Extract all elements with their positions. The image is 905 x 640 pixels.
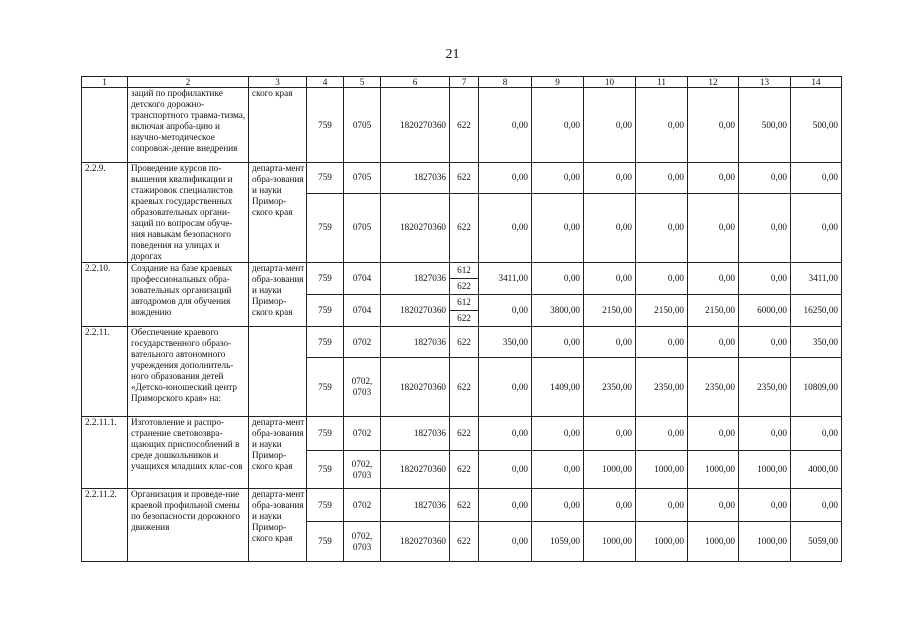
item-description: Проведение курсов по-вышения квалификации и стажировок специалистов краевых государственных образовательных органи-заций по вопросам обуче-ния навыкам безопасного поведения на улицах и дорогах [128,163,249,263]
cell-c14: 0,00 [791,489,842,522]
item-executor: департа-мент обра-зования и науки Примор-ского края [249,417,307,489]
cell-c12: 1000,00 [688,522,739,562]
cell-c4: 759 [307,522,344,562]
cell-c13: 6000,00 [739,295,791,327]
cell-c8: 0,00 [479,489,532,522]
item-number: 2.2.11.1. [82,417,128,489]
cell-c9: 0,00 [532,193,584,262]
cell-c7-value: 622 [450,310,478,326]
cell-c10: 0,00 [584,88,636,163]
cell-c14: 10809,00 [791,358,842,417]
cell-c13: 0,00 [739,163,791,194]
item-executor: департа-мент обра-зования и науки Примор-ского края [249,163,307,263]
table-row [82,163,842,194]
cell-c13: 1000,00 [739,451,791,489]
cell-c9: 0,00 [532,451,584,489]
item-description: заций по профилактике детского дорожно-транспортного травма-тизма, включая апроба-цию и научно-методическое сопровож-дение внедрения [128,88,249,163]
cell-c9: 0,00 [532,489,584,522]
cell-c5: 0702, 0703 [344,358,381,417]
cell-c8: 0,00 [479,193,532,262]
cell-c5: 0702 [344,489,381,522]
cell-c4: 759 [307,295,344,327]
cell-c12: 1000,00 [688,451,739,489]
header-cell: 4 [307,77,344,88]
cell-c12: 2350,00 [688,358,739,417]
cell-c13: 0,00 [739,193,791,262]
cell-c13: 500,00 [739,88,791,163]
cell-c8: 3411,00 [479,263,532,295]
cell-c6: 1827036 [381,263,450,295]
cell-c14: 16250,00 [791,295,842,327]
cell-c8: 0,00 [479,417,532,451]
cell-c13: 2350,00 [739,358,791,417]
cell-c6: 1820270360 [381,451,450,489]
cell-c12: 0,00 [688,193,739,262]
cell-c12: 0,00 [688,417,739,451]
cell-c10: 0,00 [584,193,636,262]
item-number: 2.2.10. [82,263,128,327]
header-cell: 11 [636,77,688,88]
item-executor: ского края [249,88,307,163]
cell-c6: 1820270360 [381,522,450,562]
cell-c6: 1827036 [381,163,450,194]
cell-c11: 2350,00 [636,358,688,417]
item-number: 2.2.9. [82,163,128,263]
cell-c11: 0,00 [636,163,688,194]
table-row [82,263,842,295]
cell-c8: 0,00 [479,522,532,562]
cell-c12: 0,00 [688,163,739,194]
cell-c14: 0,00 [791,417,842,451]
cell-c10: 1000,00 [584,522,636,562]
cell-c4: 759 [307,358,344,417]
cell-c5: 0704 [344,295,381,327]
cell-c14: 350,00 [791,327,842,358]
cell-c7-value: 612 [457,265,471,275]
cell-c7: 622 [450,163,479,194]
cell-c7: 622 [450,358,479,417]
cell-c12: 0,00 [688,263,739,295]
cell-c11: 0,00 [636,88,688,163]
item-description: Обеспечение краевого государственного образо-вательного автономного учреждения дополнитель-ного образования детей «Детско-юношеский центр Приморского края» на: [128,327,249,417]
cell-c7: 622 [450,88,479,163]
cell-c5: 0705 [344,193,381,262]
cell-c13: 0,00 [739,489,791,522]
budget-table [81,76,842,562]
item-executor: департа-мент обра-зования и науки Примор-ского края [249,263,307,327]
cell-c14: 500,00 [791,88,842,163]
item-description: Создание на базе краевых профессиональных обра-зовательных организаций автодромов для обучения вождению [128,263,249,327]
header-cell: 3 [249,77,307,88]
cell-c14: 5059,00 [791,522,842,562]
cell-c4: 759 [307,193,344,262]
cell-c7: 622 [450,327,479,358]
header-cell: 13 [739,77,791,88]
cell-c7: 622 [450,489,479,522]
cell-c9: 0,00 [532,88,584,163]
cell-c11: 0,00 [636,489,688,522]
cell-c10: 0,00 [584,327,636,358]
cell-c7: 622 [450,451,479,489]
cell-c8: 0,00 [479,163,532,194]
cell-c10: 0,00 [584,489,636,522]
cell-c5: 0702 [344,327,381,358]
cell-c4: 759 [307,327,344,358]
cell-c8: 0,00 [479,88,532,163]
cell-c8: 0,00 [479,295,532,327]
cell-c4: 759 [307,417,344,451]
cell-c14: 3411,00 [791,263,842,295]
table-row [82,489,842,522]
cell-c13: 0,00 [739,327,791,358]
cell-c5: 0705 [344,88,381,163]
cell-c6: 1827036 [381,417,450,451]
cell-c12: 0,00 [688,327,739,358]
cell-c9: 1409,00 [532,358,584,417]
cell-c6: 1820270360 [381,358,450,417]
cell-c10: 0,00 [584,417,636,451]
cell-c11: 0,00 [636,193,688,262]
cell-c7-split [450,295,479,327]
cell-c5: 0702, 0703 [344,451,381,489]
cell-c7-split [450,263,479,295]
page-number: 21 [445,47,460,62]
column-number-row [82,77,842,88]
cell-c7: 622 [450,522,479,562]
cell-c6: 1820270360 [381,88,450,163]
cell-c10: 0,00 [584,263,636,295]
header-cell: 2 [128,77,249,88]
cell-c12: 2150,00 [688,295,739,327]
cell-c9: 0,00 [532,163,584,194]
item-number [82,88,128,163]
cell-c8: 0,00 [479,358,532,417]
cell-c14: 0,00 [791,193,842,262]
cell-c9: 0,00 [532,327,584,358]
cell-c11: 0,00 [636,327,688,358]
item-number: 2.2.11.2. [82,489,128,562]
cell-c5: 0702 [344,417,381,451]
cell-c4: 759 [307,163,344,194]
cell-c14: 0,00 [791,163,842,194]
cell-c13: 1000,00 [739,522,791,562]
cell-c14: 4000,00 [791,451,842,489]
header-cell: 7 [450,77,479,88]
cell-c12: 0,00 [688,88,739,163]
cell-c10: 1000,00 [584,451,636,489]
cell-c9: 3800,00 [532,295,584,327]
header-cell: 6 [381,77,450,88]
cell-c7: 622 [450,193,479,262]
cell-c7: 622 [450,417,479,451]
cell-c7-value: 612 [457,297,471,307]
cell-c13: 0,00 [739,417,791,451]
cell-c6: 1820270360 [381,295,450,327]
item-executor: департа-мент обра-зования и науки Примор-ского края [249,489,307,562]
cell-c5: 0704 [344,263,381,295]
cell-c11: 1000,00 [636,522,688,562]
cell-c6: 1827036 [381,327,450,358]
table-row [82,88,842,163]
cell-c7-value: 622 [450,278,478,294]
item-description: Изготовление и распро-странение световозвра-щающих приспособлений в среде дошкольников и учащихся младших клас-сов [128,417,249,489]
header-cell: 1 [82,77,128,88]
cell-c5: 0705 [344,163,381,194]
cell-c12: 0,00 [688,489,739,522]
header-cell: 14 [791,77,842,88]
cell-c4: 759 [307,88,344,163]
cell-c4: 759 [307,451,344,489]
cell-c10: 0,00 [584,163,636,194]
header-cell: 9 [532,77,584,88]
table-row [82,417,842,451]
cell-c5: 0702, 0703 [344,522,381,562]
cell-c9: 0,00 [532,263,584,295]
item-number: 2.2.11. [82,327,128,417]
cell-c6: 1820270360 [381,193,450,262]
cell-c4: 759 [307,263,344,295]
cell-c11: 1000,00 [636,451,688,489]
cell-c8: 350,00 [479,327,532,358]
cell-c11: 0,00 [636,263,688,295]
cell-c11: 0,00 [636,417,688,451]
cell-c9: 1059,00 [532,522,584,562]
header-cell: 12 [688,77,739,88]
table-row [82,327,842,358]
cell-c8: 0,00 [479,451,532,489]
item-description: Организация и проведе-ние краевой профильной смены по безопасности дорожного движения [128,489,249,562]
cell-c13: 0,00 [739,263,791,295]
header-cell: 10 [584,77,636,88]
cell-c9: 0,00 [532,417,584,451]
cell-c4: 759 [307,489,344,522]
header-cell: 5 [344,77,381,88]
cell-c10: 2350,00 [584,358,636,417]
cell-c11: 2150,00 [636,295,688,327]
item-executor [249,327,307,417]
cell-c10: 2150,00 [584,295,636,327]
header-cell: 8 [479,77,532,88]
cell-c6: 1827036 [381,489,450,522]
